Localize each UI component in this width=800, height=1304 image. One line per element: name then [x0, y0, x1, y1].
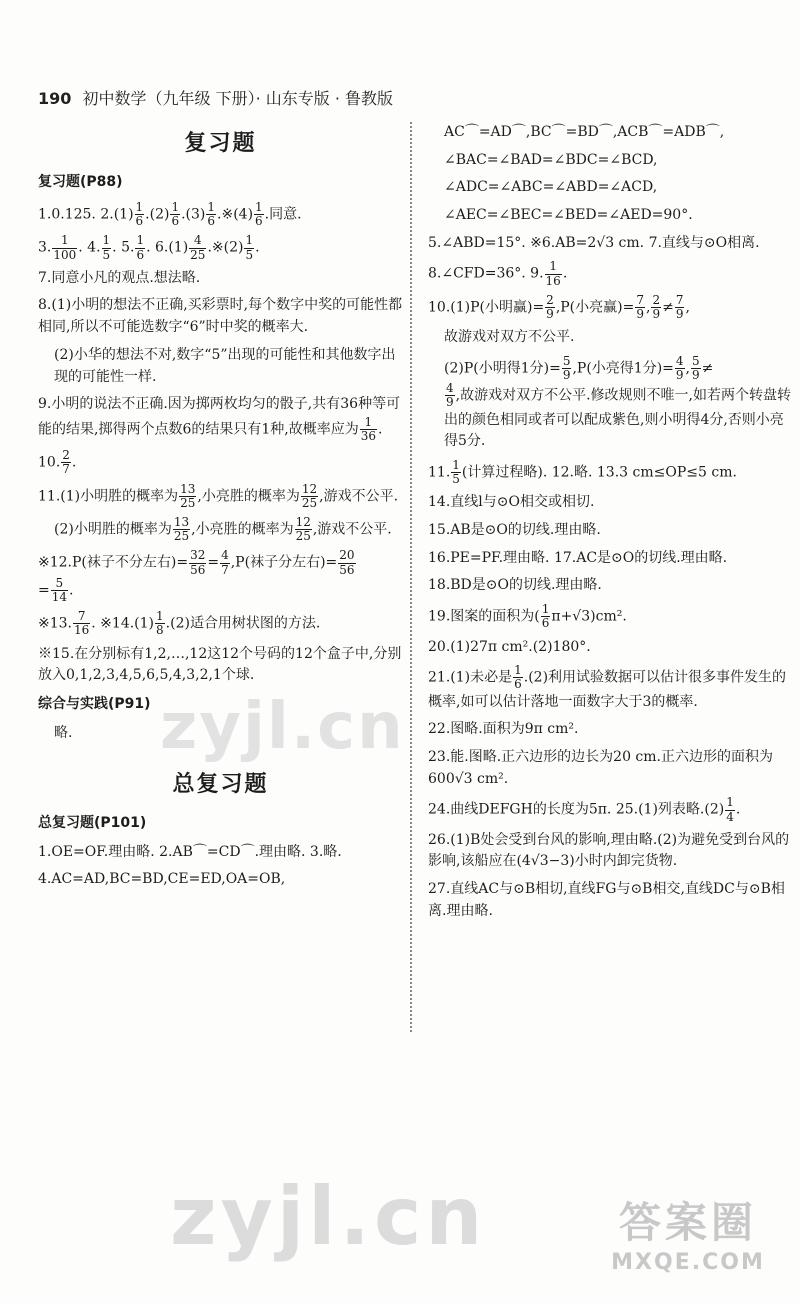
arc-equalities: AC⌒=AD⌒,BC⌒=BD⌒,ACB⌒=ADB⌒, — [444, 124, 725, 140]
page-header — [38, 86, 393, 109]
page-number: 190 — [38, 89, 72, 108]
answer-9: 9.小明的说法不正确.因为掷两枚均匀的骰子,共有36种等可能的结果,掷得两个点数6的结果只有1种,故概率应为 $\frac{1}{36}$ . — [38, 396, 401, 444]
practice-answer: 略. — [54, 724, 73, 741]
answer-r21: 21.(1)未必是 $\frac{1}{6}$ .(2)利用试验数据可以估计很多事件发生的概率,如可以估计落地一面数字大于3的概率. — [428, 663, 787, 710]
left-column — [38, 122, 403, 897]
answer-r27: 27.直线AC与⊙B相切,直线FG与⊙B相交,直线DC与⊙B相离.理由略. — [428, 881, 785, 919]
answer-15: ※15.在分别标有1,2,…,12这12个号码的12个盒子中,分别放入0,1,2,3,4,5,6,5,4,3,2,1个球. — [38, 645, 402, 684]
answer-r23: 23.能.图略.正六边形的边长为20 cm.正六边形的面积为600√3 cm². — [428, 748, 773, 787]
answer-r14: 14.直线l与⊙O相交或相切. — [428, 494, 595, 511]
answer-12: ※12.P(袜子不分左右)= $\frac{32}{56}$ = $\frac{4}{7}$ ,P(袜子分左右)= $\frac{20}{56}$ = $\frac{5}{14}$ . — [38, 548, 355, 604]
column-divider — [410, 122, 412, 1032]
final-title: 总复习题 — [172, 771, 269, 797]
final-answer-4: 4.AC=AD,BC=BD,CE=ED,OA=OB, — [38, 871, 286, 888]
angle-equalities-3: ∠AEC=∠BEC=∠BED=∠AED=90°. — [444, 207, 693, 224]
answer-r10-conclusion: 故游戏对双方不公平. — [444, 329, 575, 346]
answer-8-part2: (2)小华的想法不对,数字“5”出现的可能性和其他数字出现的可能性一样. — [54, 346, 396, 385]
answer-13-14: ※13. $\frac{7}{16}$ . ※14.(1) $\frac{1}{8}$ .(2)适合用树状图的方法. — [38, 609, 321, 638]
answer-11-part2: (2)小明胜的概率为 $\frac{13}{25}$ ,小亮胜的概率为 $\frac{12}{25}$ ,游戏不公平. — [54, 515, 392, 544]
final-subtitle: 总复习题(P101) — [38, 814, 147, 831]
right-column — [428, 122, 793, 928]
answer-r15: 15.AB是⊙O的切线.理由略. — [428, 522, 601, 539]
practice-subtitle: 综合与实践(P91) — [38, 695, 151, 712]
answer-r11-13: 11. $\frac{1}{5}$ (计算过程略). 12.略. 13.3 cm≤OP≤5 cm. — [428, 458, 737, 487]
angle-equalities-1: ∠BAC=∠BAD=∠BDC=∠BCD, — [444, 151, 658, 168]
answer-7: 7.同意小凡的观点.想法略. — [38, 269, 201, 286]
answer-r26: 26.(1)B处会受到台风的影响,理由略.(2)为避免受到台风的影响,该船应在(4√3−3)小时内卸完货物. — [428, 831, 790, 870]
logo-text-bottom: MXQE.COM — [611, 1250, 765, 1275]
answer-10: 10. $\frac{2}{7}$ . — [38, 448, 77, 477]
answer-r22: 22.图略.面积为9π cm². — [428, 721, 579, 738]
answer-r10-part1: 10.(1)P(小明赢)= $\frac{2}{9}$ ,P(小亮赢)= $\frac{7}{9}$ , $\frac{2}{9}$ ≠ $\frac{7}{9}$ , — [428, 292, 690, 321]
answer-r24-25: 24.曲线DEFGH的长度为5π. 25.(1)列表略.(2) $\frac{1}{4}$ . — [428, 795, 741, 824]
answer-r5-7: 5.∠ABD=15°. ※6.AB=2√3 cm. 7.直线与⊙O相离. — [428, 234, 760, 251]
answer-r16-17: 16.PE=PF.理由略. 17.AC是⊙O的切线.理由略. — [428, 549, 728, 566]
watermark-bottom: zyjl.cn — [170, 1170, 487, 1263]
answer-r8-9: 8.∠CFD=36°. 9. $\frac{1}{16}$ . — [428, 259, 568, 288]
answer-r20: 20.(1)27π cm².(2)180°. — [428, 638, 591, 655]
review-subtitle: 复习题(P88) — [38, 174, 123, 190]
answer-r10-part2: (2)P(小明得1分)= $\frac{5}{9}$ ,P(小亮得1分)= $\frac{4}{9}$ , $\frac{5}{9}$ ≠ $\frac{4}{9}$ ,故游戏对双方不公平.修改规则不唯一,如若两个转盘转出的颜色相同或者可以配成紫色,则小明得4分,否则小亮得5分. — [444, 353, 791, 450]
site-logo — [588, 1190, 788, 1280]
answer-11-part1: 11.(1)小明胜的概率为 $\frac{13}{25}$ ,小亮胜的概率为 $\frac{12}{25}$ ,游戏不公平. — [38, 481, 399, 510]
answer-3-6: 3. $\frac{1}{100}$ . 4. $\frac{1}{5}$ . 5. $\frac{1}{6}$ . 6.(1) $\frac{4}{25}$ .※(2) $\frac{1}{5}$ . — [38, 233, 260, 262]
answer-r18: 18.BD是⊙O的切线.理由略. — [428, 577, 602, 594]
answer-r19: 19.图案的面积为( $\frac{1}{6}$ π+√3)cm². — [428, 602, 627, 631]
final-answer-1-3: 1.OE=OF.理由略. 2.AB⌒=CD⌒.理由略. 3.略. — [38, 843, 342, 860]
watermark-mid: zyjl.cn — [160, 690, 405, 764]
answer-1-2: 1.0.125. 2.(1) $\frac{1}{6}$ .(2) $\frac{1}{6}$ .(3) $\frac{1}{6}$ .※(4) $\frac{1}{6}$ .同意. — [38, 200, 302, 229]
answer-8-part1: 8.(1)小明的想法不正确,买彩票时,每个数字中奖的可能性都相同,所以不可能选数字“6”时中奖的概率大. — [38, 297, 403, 336]
review-title: 复习题 — [184, 131, 257, 156]
angle-equalities-2: ∠ADC=∠ABC=∠ABD=∠ACD, — [444, 179, 658, 196]
logo-text-top: 答案圈 — [618, 1198, 757, 1247]
book-title: 初中数学（九年级 下册）· 山东专版 · 鲁教版 — [82, 89, 394, 108]
